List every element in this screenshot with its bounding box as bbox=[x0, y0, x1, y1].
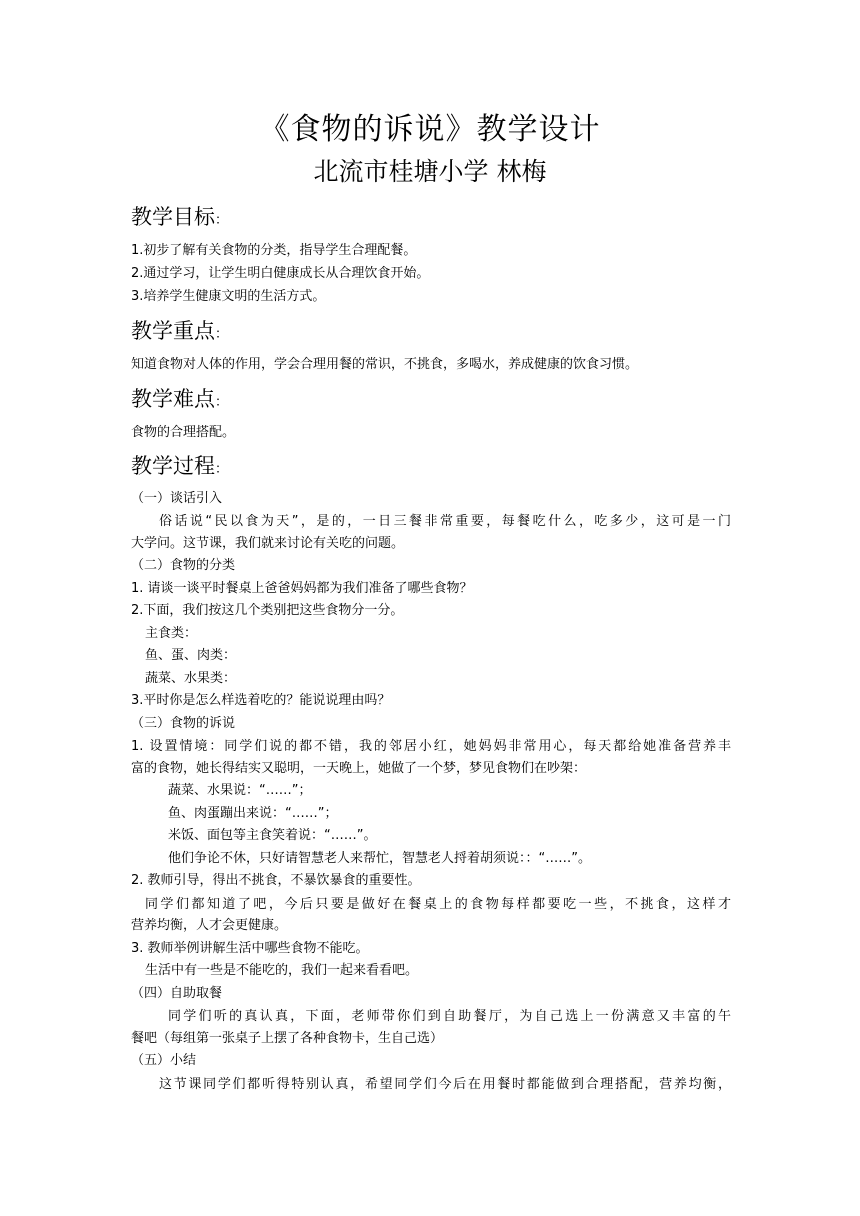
difficulties-heading-text: 教学难点 bbox=[131, 387, 215, 411]
paragraph-line: 1. 请谈一谈平时餐桌上爸爸妈妈都为我们准备了哪些食物？ bbox=[131, 581, 473, 596]
section-heading-story: （三）食物的诉说 bbox=[131, 716, 236, 731]
paragraph-line: 蔬菜、水果说：“……”； bbox=[168, 783, 312, 798]
paragraph-line: 这节课同学们都听得特别认真，希望同学们今后在用餐时都能做到合理搭配，营养均衡， bbox=[159, 1077, 731, 1092]
objectives-heading-colon: ： bbox=[215, 213, 229, 228]
key-points-text: 知道食物对人体的作用，学会合理用餐的常识，不挑食，多喝水，养成健康的饮食习惯。 bbox=[131, 357, 639, 372]
objective-item: 2.通过学习，让学生明白健康成长从合理饮食开始。 bbox=[131, 266, 430, 281]
difficulties-text: 食物的合理搭配。 bbox=[131, 425, 236, 440]
key-points-heading-colon: ： bbox=[215, 327, 229, 342]
paragraph-line: 营养均衡，人才会更健康。 bbox=[131, 918, 288, 933]
objective-item: 3.培养学生健康文明的生活方式。 bbox=[131, 289, 326, 304]
paragraph-line: 富的食物，她长得结实又聪明，一天晚上，她做了一个梦，梦见食物们在吵架： bbox=[131, 761, 587, 776]
paragraph-line: 生活中有一些是不能吃的，我们一起来看看吧。 bbox=[145, 963, 419, 978]
paragraph-line: 2.下面，我们按这几个类别把这些食物分一分。 bbox=[131, 603, 404, 618]
process-heading bbox=[131, 452, 228, 484]
paragraph-line: 大学问。这节课，我们就来讨论有关吃的问题。 bbox=[131, 536, 405, 551]
difficulties-heading-colon: ： bbox=[215, 395, 229, 410]
document-title: 《食物的诉说》教学设计 bbox=[259, 112, 601, 147]
section-heading-summary: （五）小结 bbox=[131, 1053, 197, 1068]
paragraph-line: 蔬菜、水果类： bbox=[145, 671, 237, 686]
paragraph-line: 3.平时你是怎么样选着吃的？能说说理由吗？ bbox=[131, 693, 391, 708]
paragraph-line: 餐吧（每组第一张桌子上摆了各种食物卡，生自己选） bbox=[131, 1031, 444, 1046]
objectives-heading-text: 教学目标 bbox=[131, 205, 215, 229]
paragraph-line: 他们争论不休，只好请智慧老人来帮忙，智慧老人捋着胡须说：：“……”。 bbox=[168, 851, 591, 866]
objective-item: 1.初步了解有关食物的分类，指导学生合理配餐。 bbox=[131, 243, 417, 258]
section-heading-buffet: （四）自助取餐 bbox=[131, 986, 223, 1001]
process-heading-text: 教学过程 bbox=[131, 454, 215, 478]
paragraph-line: 鱼、肉蛋蹦出来说：“……”； bbox=[168, 806, 338, 821]
paragraph-line: 同学们都知道了吧，今后只要是做好在餐桌上的食物每样都要吃一些，不挑食，这样才 bbox=[145, 897, 731, 912]
paragraph-line: 鱼、蛋、肉类： bbox=[145, 648, 237, 663]
objectives-heading bbox=[131, 203, 228, 235]
section-heading-intro: （一）谈话引入 bbox=[131, 491, 223, 506]
document-subtitle: 北流市桂塘小学 林梅 bbox=[313, 157, 547, 186]
paragraph-line: 2. 教师引导，得出不挑食，不暴饮暴食的重要性。 bbox=[131, 873, 421, 888]
key-points-heading-text: 教学重点 bbox=[131, 319, 215, 343]
paragraph-line: 主食类： bbox=[145, 626, 198, 641]
paragraph-line: 米饭、面包等主食笑着说：“……”。 bbox=[168, 828, 377, 843]
difficulties-heading bbox=[131, 385, 228, 417]
paragraph-line: 同学们听的真认真，下面，老师带你们到自助餐厅，为自己选上一份满意又丰富的午 bbox=[168, 1009, 731, 1024]
paragraph-line: 1. 设置情境：同学们说的都不错，我的邻居小红，她妈妈非常用心，每天都给她准备营养丰 bbox=[131, 739, 731, 754]
section-heading-classification: （二）食物的分类 bbox=[131, 558, 236, 573]
paragraph-line: 俗话说“民以食为天”，是的，一日三餐非常重要，每餐吃什么，吃多少，这可是一门 bbox=[159, 514, 731, 529]
process-heading-colon: ： bbox=[215, 462, 229, 477]
paragraph-line: 3. 教师举例讲解生活中哪些食物不能吃。 bbox=[131, 941, 369, 956]
key-points-heading bbox=[131, 317, 228, 349]
